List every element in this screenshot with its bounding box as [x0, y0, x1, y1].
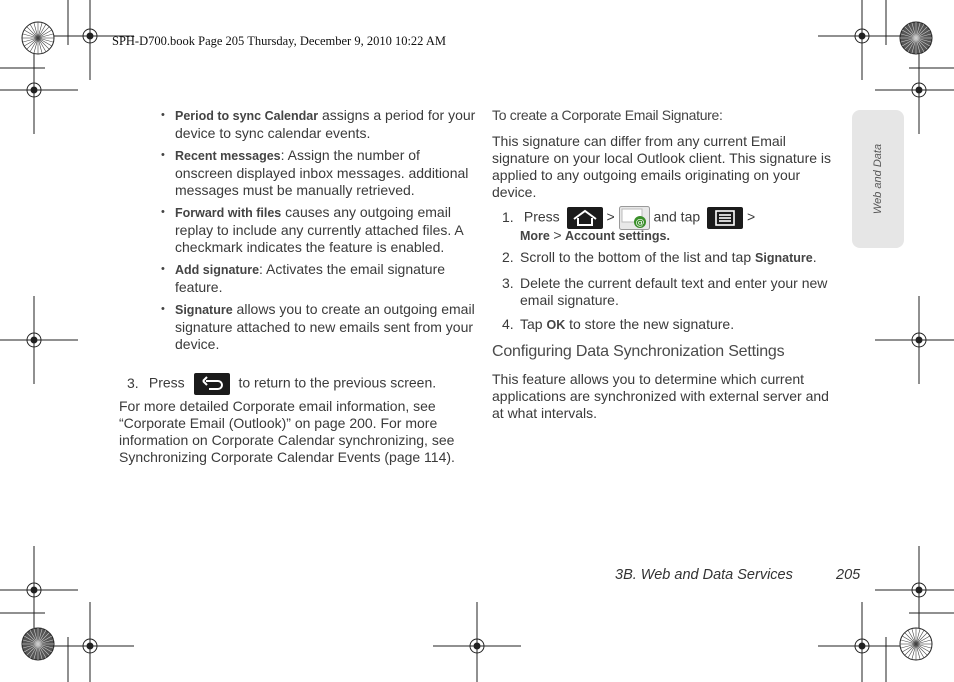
step-2	[502, 249, 817, 267]
bullet-text: causes any outgoing email replay to include any currently attached files. A checkmark indicates the feature is enabled.	[175, 204, 463, 255]
step-4	[502, 316, 734, 334]
menu-path-account-settings: Account settings	[565, 229, 667, 243]
side-tab-label: Web and Data	[872, 143, 884, 215]
step-3-left	[127, 373, 436, 395]
section-paragraph: This feature allows you to determine which current applications are synchronized with external server and at what intervals.	[492, 371, 829, 421]
home-icon	[567, 207, 603, 229]
menu-icon	[707, 207, 743, 229]
list-item	[160, 147, 480, 199]
footer-section: 3B. Web and Data Services	[615, 567, 793, 583]
page-number: 205	[836, 567, 861, 583]
sub-heading: To create a Corporate Email Signature:	[492, 107, 723, 123]
list-item	[160, 301, 480, 353]
menu-path-more: More	[520, 229, 550, 243]
bullet-text: allows you to create an outgoing email signature attached to new emails sent from your device.	[175, 301, 475, 352]
step-text: Delete the current default text and enter your new	[520, 275, 828, 291]
bullet-term: Recent messages	[175, 149, 281, 163]
step-3-right-continued: email signature.	[520, 292, 619, 308]
ok-label: OK	[546, 318, 566, 332]
step-text: >	[553, 227, 562, 243]
bullet-text: : Assign the number of onscreen displayed inbox messages. additional messages must be manually retrieved.	[175, 147, 469, 198]
step-text: and tap	[653, 208, 701, 225]
step-text: .	[812, 249, 817, 265]
step-text: Press	[523, 208, 560, 225]
back-icon	[194, 373, 230, 395]
step-number: 1.	[502, 208, 514, 225]
step-text: Tap	[520, 316, 547, 332]
bullet-term: Period to sync Calendar	[175, 109, 319, 123]
section-title: Configuring Data Synchronization Settings	[492, 343, 785, 360]
corporate-info-paragraph: For more detailed Corporate email information, see “Corporate Email (Outlook)” on page 200. For more information on Corporate Calendar synchronizing, see Synchronizing Corporate Calendar Events (page 114).	[119, 398, 455, 465]
side-tab	[852, 110, 904, 248]
svg-text:@: @	[635, 218, 645, 228]
step-number: 3.	[127, 374, 139, 391]
menu-path-signature: Signature	[755, 251, 813, 265]
step-number: 3.	[502, 275, 514, 291]
step-number: 4.	[502, 316, 514, 332]
list-item	[160, 204, 480, 256]
bullet-text: assigns a period for your device to sync calendar events.	[175, 107, 476, 141]
step-text: .	[666, 229, 670, 243]
step-number: 2.	[502, 249, 514, 265]
step-text: to return to the previous screen.	[238, 374, 437, 391]
step-text: Press	[148, 374, 185, 391]
bullet-text: : Activates the email signature feature.	[175, 261, 446, 295]
bullet-term: Signature	[175, 303, 233, 317]
signature-intro: This signature can differ from any current Email signature on your local Outlook client. This signature is applied to any outgoing emails originating on your device.	[492, 133, 832, 200]
header-file-info: SPH-D700.book Page 205 Thursday, December 9, 2010 10:22 AM	[112, 34, 446, 48]
feature-bullet-list	[160, 107, 480, 358]
bullet-term: Add signature	[175, 263, 260, 277]
step-text: >	[606, 208, 615, 225]
step-text: to store the new signature.	[565, 316, 735, 332]
step-text: >	[746, 208, 756, 225]
step-1-continued	[520, 227, 670, 243]
bullet-term: Forward with files	[175, 206, 282, 220]
step-text: Scroll to the bottom of the list and tap	[520, 249, 756, 265]
list-item	[160, 261, 480, 296]
step-3-right	[502, 275, 827, 292]
list-item	[160, 107, 480, 142]
